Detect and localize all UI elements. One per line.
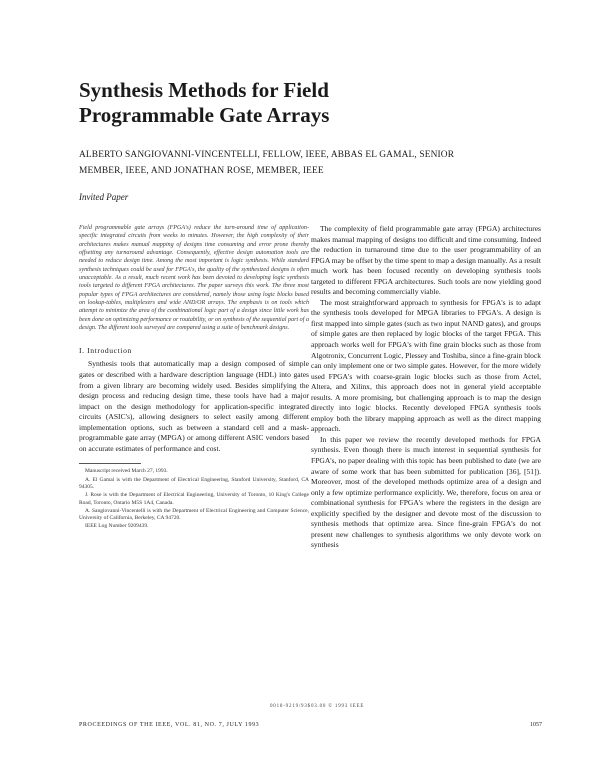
title-line-2: Programmable Gate Arrays [79, 103, 330, 127]
right-column [311, 224, 541, 551]
section-heading: I. Introduction [79, 346, 132, 356]
invited-paper-label: Invited Paper [79, 192, 129, 202]
footnote-rule [79, 463, 141, 464]
footnote: J. Rose is with the Department of Electrical Engineering, University of Toronto, 10 King's College Road, Toronto, Ontario M5S 1A4, Canada. [79, 492, 309, 506]
intro-paragraph: Synthesis tools that automatically map a design composed of simple gates or described with a hardware description language (HDL) into gates from a given library are becoming widely used. Besides simplifying the design process and reducing design time, these tools have had a major impact on the design methodology for application-specific integrated circuits (ASIC's), allowing designers to select easily among different implementation options, such as between a standard cell and a mask-programmable gate array (MPGA) or among different ASIC vendors based on accurate estimates of performance and cost. [79, 359, 309, 453]
body-paragraph: The most straightforward approach to synthesis for FPGA's is to adapt the synthesis tools developed for MPGA libraries to FPGA's. A design is first mapped into simple gates (such as two input NAND gates), and groups of simple gates are then replaced by logic blocks of the target FPGA. This approach works well for FPGA's with fine grain blocks such as those from Algotronix, Concurrent Logic, Plessey and Toshiba, since a fine-grain block can only implement one or two simple gates. However, for the more widely used FPGA's with coarse-grain logic blocks such as those from Actel, Altera, and Xilinx, this approach does not in general yield acceptable results. A more promising, but challenging approach is to map the design directly into logic blocks. Recently developed FPGA synthesis tools employ both the library mapping approach as well as the direct mapping approach. [311, 297, 541, 434]
footnote: A. El Gamal is with the Department of Electrical Engineering, Stanford University, Stanford, CA 94305. [79, 476, 309, 490]
page-number: 1057 [530, 722, 542, 728]
body-paragraph: In this paper we review the recently developed methods for FPGA synthesis. Even though there is much interest in sequential synthesis for FPGA's, no paper dealing with this topic has been published to date (we are aware of some work that has been submitted for publication [36], [51]). Moreover, most of the developed methods optimize area of a design and only a few optimize performance explicitly. We, therefore, focus on area or combinational synthesis for FPGA's where the registers in the design are explicitly specified by the designer and devote most of the discussion to synthesis methods that optimize area. Since fine-grain FPGA's do not present new challenges to synthesis algorithms we only devote work on synthesis [311, 434, 541, 550]
footnotes [79, 468, 309, 530]
running-head: PROCEEDINGS OF THE IEEE, VOL. 81, NO. 7, JULY 1993 [79, 722, 260, 728]
copyright-line: 0018-9219/93$03.00 © 1993 IEEE [270, 704, 365, 709]
title-line-1: Synthesis Methods for Field [79, 78, 329, 102]
footnote: Manuscript received March 27, 1993. [85, 468, 168, 475]
footnote: A. Sangiovanni-Vincentelli is with the Department of Electrical Engineering and Computer Science, University of California, Berkeley, CA 94720. [79, 507, 309, 522]
abstract: Field programmable gate arrays (FPGA's) reduce the turn-around time of application-specific integrated circuits from weeks to minutes. However, the high complexity of their architectures makes manual mapping of designs time consuming and error prone thereby offsetting any turnaround advantage. Consequently, effective design automation tools are needed to reduce design time. Among the most important is logic synthesis. While standard synthesis techniques could be used for FPGA's, the quality of the synthesized designs is often unacceptable. As a result, much recent work has been devoted to developing logic synthesis tools targeted to different FPGA architectures. The paper surveys this work. The three most popular types of FPGA architectures are considered, namely those using logic blocks based on lookup-tables, multiplexers and wide AND/OR arrays. The emphasis is on tools which attempt to minimize the area of the combinational logic part of a design since little work has been done on optimizing performance or routability, or on synthesis of the sequential part of a design. The different tools surveyed are compared using a suite of benchmark designs. [79, 225, 309, 332]
footnote: IEEE Log Number 9209439. [85, 523, 149, 530]
body-paragraph: The complexity of field programmable gate array (FPGA) architectures makes manual mapping of designs too difficult and time consuming. Indeed the reduction in turnaround time due to the user programmability of an FPGA may be offset by the time spent to map a design manually. As a result much work has been focused recently on developing synthesis tools targeted to different FPGA architectures. Such tools are now yielding good results and becoming commercially viable. [311, 224, 541, 297]
left-column [79, 224, 309, 532]
paper-title [79, 78, 519, 128]
authors-line-2: MEMBER, IEEE, AND JONATHAN ROSE, MEMBER, IEEE [79, 166, 324, 176]
authors-line-1: ALBERTO SANGIOVANNI-VINCENTELLI, FELLOW, IEEE, ABBAS EL GAMAL, SENIOR [79, 150, 455, 160]
author-list [79, 147, 519, 179]
